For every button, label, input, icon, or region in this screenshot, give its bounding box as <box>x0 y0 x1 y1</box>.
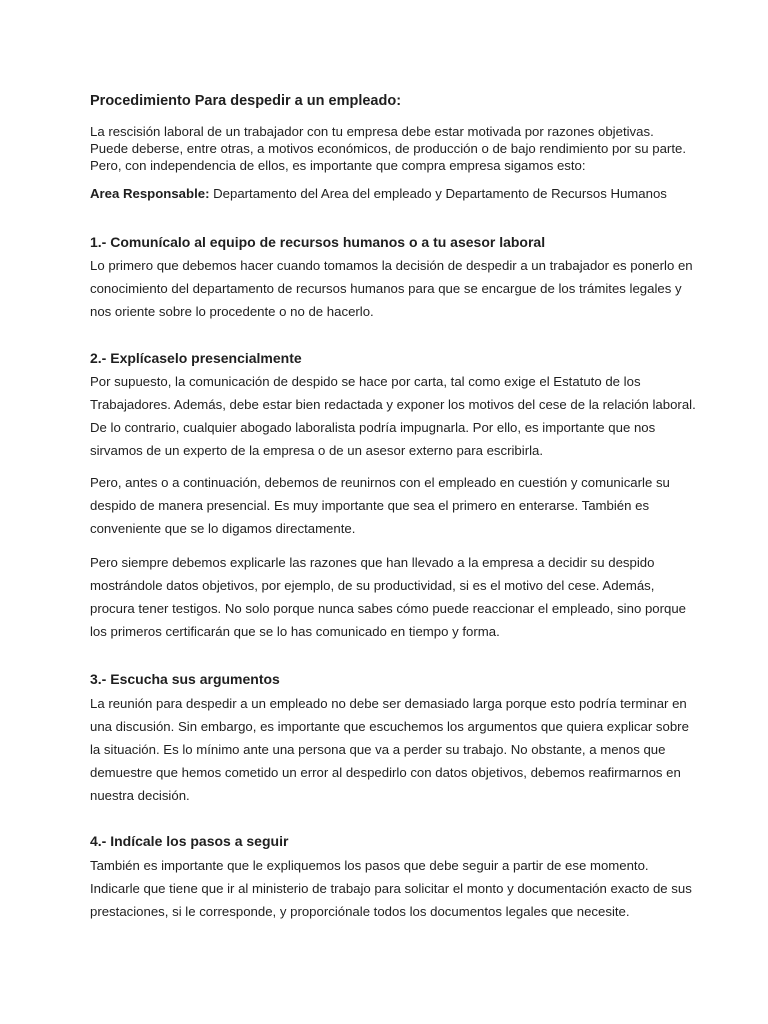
paragraph-line: conveniente que se lo digamos directamente. <box>90 521 356 536</box>
paragraph-line: Lo primero que debemos hacer cuando tomamos la decisión de despedir a un trabajador es ponerlo en <box>90 258 693 273</box>
section-2-paragraph-1 <box>90 370 696 462</box>
intro-paragraph <box>90 123 686 174</box>
section-heading-4: 4.- Indícale los pasos a seguir <box>90 833 289 849</box>
paragraph-line: demuestre que hemos cometido un error al despedirlo con datos objetivos, debemos reafirmarnos en <box>90 765 681 780</box>
paragraph-line: Pero, antes o a continuación, debemos de reunirnos con el empleado en cuestión y comunicarle su <box>90 475 670 490</box>
paragraph-line: prestaciones, si le corresponde, y proporciónale todos los documentos legales que necesite. <box>90 904 630 919</box>
paragraph-line: Por supuesto, la comunicación de despido se hace por carta, tal como exige el Estatuto de los <box>90 374 641 389</box>
intro-line: Puede deberse, entre otras, a motivos económicos, de producción o de bajo rendimiento por su parte. <box>90 141 686 156</box>
paragraph-line: conocimiento del departamento de recursos humanos para que se encargue de los trámites legales y <box>90 281 682 296</box>
document-title: Procedimiento Para despedir a un empleado: <box>90 93 402 109</box>
paragraph-line: También es importante que le expliquemos los pasos que debe seguir a partir de ese momento. <box>90 858 649 873</box>
section-4-paragraph <box>90 854 692 923</box>
paragraph-line: la situación. Es lo mínimo ante una persona que va a perder su trabajo. No obstante, a menos que <box>90 742 666 757</box>
paragraph-line: mostrándole datos objetivos, por ejemplo, de su productividad, si es el motivo del cese. Además, <box>90 578 655 593</box>
section-heading-1: 1.- Comunícalo al equipo de recursos humanos o a tu asesor laboral <box>90 234 546 250</box>
paragraph-line: Indicarle que tiene que ir al ministerio de trabajo para solicitar el monto y documentación exacto de sus <box>90 881 692 896</box>
intro-line: Pero, con independencia de ellos, es importante que compra empresa sigamos esto: <box>90 158 586 173</box>
section-heading-3: 3.- Escucha sus argumentos <box>90 671 280 687</box>
paragraph-line: sirvamos de un experto de la empresa o de un asesor externo para escribirla. <box>90 443 544 458</box>
area-label: Area Responsable: <box>90 186 210 201</box>
paragraph-line: despido de manera presencial. Es muy importante que sea el primero en enterarse. También es <box>90 498 650 513</box>
paragraph-line: procura tener testigos. No solo porque nunca sabes cómo puede reaccionar el empleado, sino porque <box>90 601 687 616</box>
paragraph-line: De lo contrario, cualquier abogado laboralista podría impugnarla. Por ello, es importante que nos <box>90 420 656 435</box>
paragraph-line: Trabajadores. Además, debe estar bien redactada y exponer los motivos del cese de la relación laboral. <box>90 397 696 412</box>
area-value: Departamento del Area del empleado y Departamento de Recursos Humanos <box>209 186 667 201</box>
paragraph-line: Pero siempre debemos explicarle las razones que han llevado a la empresa a decidir su despido <box>90 555 655 570</box>
paragraph-line: La reunión para despedir a un empleado no debe ser demasiado larga porque esto podría terminar en <box>90 696 687 711</box>
intro-line: La rescisión laboral de un trabajador con tu empresa debe estar motivada por razones objetivas. <box>90 124 654 139</box>
section-2-paragraph-3 <box>90 551 686 643</box>
area-responsable <box>90 186 667 201</box>
section-heading-2: 2.- Explícaselo presencialmente <box>90 350 302 366</box>
paragraph-line: nuestra decisión. <box>90 788 190 803</box>
paragraph-line: los primeros certificarán que se lo has comunicado en tiempo y forma. <box>90 624 500 639</box>
paragraph-line: nos oriente sobre lo procedente o no de hacerlo. <box>90 304 374 319</box>
section-2-paragraph-2 <box>90 471 670 540</box>
section-1-paragraph <box>90 254 693 323</box>
paragraph-line: una discusión. Sin embargo, es importante que escuchemos los argumentos que quiera explicar sobre <box>90 719 689 734</box>
section-3-paragraph <box>90 692 689 807</box>
